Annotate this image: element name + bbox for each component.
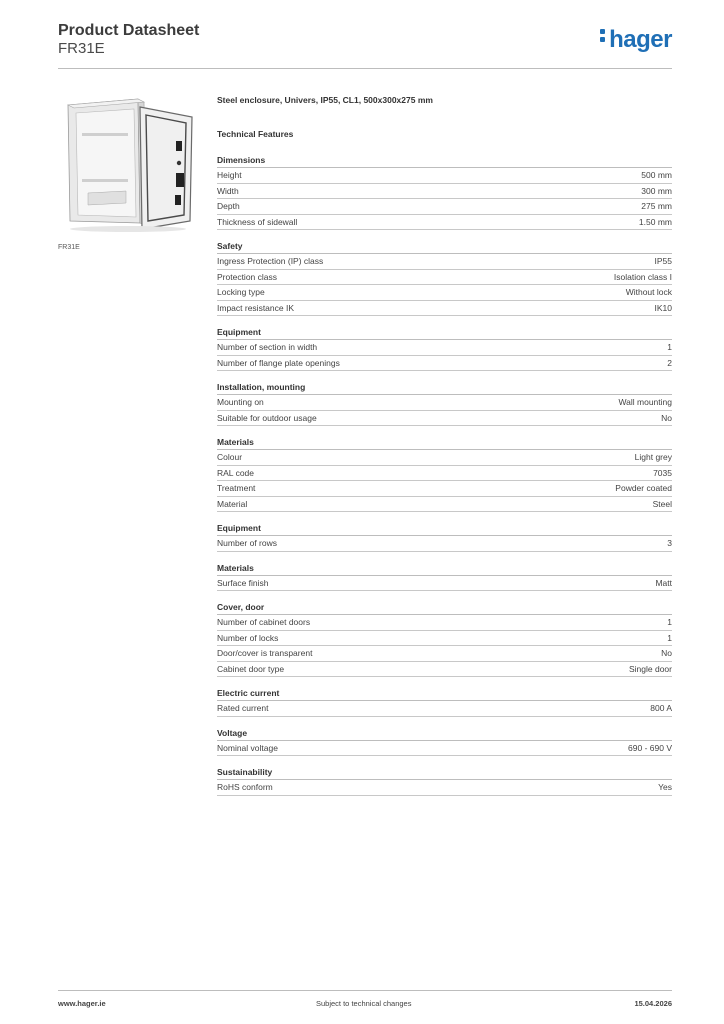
spec-value: IK10 bbox=[654, 302, 672, 313]
spec-label: Protection class bbox=[217, 271, 277, 282]
spec-label: Locking type bbox=[217, 287, 265, 297]
spec-label: Colour bbox=[217, 452, 243, 462]
spec-value: Yes bbox=[658, 782, 672, 792]
spec-label: Door/cover is transparent bbox=[217, 648, 313, 658]
spec-label: Number of section in width bbox=[217, 342, 318, 352]
spec-value: 275 mm bbox=[641, 201, 672, 211]
spec-label: RAL code bbox=[217, 467, 255, 478]
spec-row bbox=[217, 301, 672, 317]
spec-value: 7035 bbox=[653, 467, 672, 478]
spec-label: Mounting on bbox=[217, 397, 264, 407]
spec-value: 300 mm bbox=[641, 185, 672, 196]
section-heading: Safety bbox=[217, 239, 672, 254]
section-spacer bbox=[217, 316, 672, 325]
spec-label: Width bbox=[217, 185, 239, 196]
spec-row bbox=[217, 270, 672, 286]
spec-label: Treatment bbox=[217, 483, 256, 493]
section-spacer bbox=[217, 230, 672, 239]
logo-colon-icon bbox=[600, 26, 606, 45]
footer-notice: Subject to technical changes bbox=[316, 999, 412, 1008]
spec-row bbox=[217, 340, 672, 356]
spec-label: Rated current bbox=[217, 703, 269, 713]
section-spacer bbox=[217, 591, 672, 600]
spec-label: Number of locks bbox=[217, 632, 279, 643]
spec-value: No bbox=[661, 648, 672, 658]
product-description: Steel enclosure, Univers, IP55, CL1, 500x300x275 mm bbox=[217, 95, 433, 105]
spec-label: Nominal voltage bbox=[217, 742, 278, 753]
section-heading: Equipment bbox=[217, 325, 672, 340]
spec-value: Without lock bbox=[625, 287, 672, 297]
spec-row bbox=[217, 254, 672, 270]
spec-label: Height bbox=[217, 170, 242, 180]
spec-label: Material bbox=[217, 498, 248, 509]
section-spacer bbox=[217, 717, 672, 726]
spec-label: Impact resistance IK bbox=[217, 302, 295, 313]
product-image bbox=[58, 93, 204, 235]
section-heading: Installation, mounting bbox=[217, 380, 672, 395]
spec-row bbox=[217, 215, 672, 231]
spec-row bbox=[217, 780, 672, 796]
spec-value: IP55 bbox=[654, 256, 672, 266]
spec-value: 1 bbox=[667, 617, 672, 627]
spec-row bbox=[217, 631, 672, 647]
spec-row bbox=[217, 395, 672, 411]
spec-row bbox=[217, 701, 672, 717]
section-spacer bbox=[217, 552, 672, 561]
image-caption: FR31E bbox=[58, 244, 80, 251]
spec-value: Isolation class I bbox=[613, 271, 672, 282]
spec-label: Depth bbox=[217, 201, 240, 211]
spec-label: Number of cabinet doors bbox=[217, 617, 311, 627]
spec-row bbox=[217, 450, 672, 466]
section-heading: Materials bbox=[217, 561, 672, 576]
spec-row bbox=[217, 168, 672, 184]
spec-label: Number of flange plate openings bbox=[217, 357, 340, 368]
spec-row bbox=[217, 497, 672, 513]
spec-row bbox=[217, 741, 672, 757]
section-heading: Equipment bbox=[217, 521, 672, 536]
datasheet-content bbox=[217, 92, 672, 796]
spec-row bbox=[217, 356, 672, 372]
spec-value: 3 bbox=[667, 538, 672, 548]
spec-value: 500 mm bbox=[641, 170, 672, 180]
section-spacer bbox=[217, 512, 672, 521]
spec-value: 2 bbox=[667, 357, 672, 368]
section-heading: Dimensions bbox=[217, 153, 672, 168]
spec-value: Powder coated bbox=[615, 483, 672, 493]
spec-value: Matt bbox=[655, 577, 672, 588]
page-title: Product Datasheet bbox=[58, 22, 200, 39]
spec-row bbox=[217, 481, 672, 497]
spec-row bbox=[217, 536, 672, 552]
spec-value: Steel bbox=[652, 498, 672, 509]
spec-value: Light grey bbox=[634, 452, 672, 462]
section-spacer bbox=[217, 756, 672, 765]
footer-date: 15.04.2026 bbox=[634, 999, 672, 1008]
spec-value: 800 A bbox=[650, 703, 672, 713]
section-heading: Sustainability bbox=[217, 765, 672, 780]
spec-value: 1 bbox=[667, 342, 672, 352]
spec-row bbox=[217, 285, 672, 301]
spec-value: 1.50 mm bbox=[638, 216, 672, 227]
section-heading: Materials bbox=[217, 435, 672, 450]
spec-row bbox=[217, 199, 672, 215]
spec-value: 1 bbox=[667, 632, 672, 643]
section-heading: Voltage bbox=[217, 726, 672, 741]
spec-row bbox=[217, 466, 672, 482]
spec-label: Suitable for outdoor usage bbox=[217, 412, 317, 423]
spec-value: No bbox=[661, 412, 672, 423]
spec-row bbox=[217, 184, 672, 200]
spec-label: RoHS conform bbox=[217, 782, 273, 792]
spec-value: 690 - 690 V bbox=[628, 742, 672, 753]
spec-label: Surface finish bbox=[217, 577, 269, 588]
spec-sections bbox=[217, 153, 672, 796]
spec-row bbox=[217, 615, 672, 631]
technical-features-title: Technical Features bbox=[217, 129, 294, 139]
spec-label: Thickness of sidewall bbox=[217, 216, 298, 227]
spec-row bbox=[217, 646, 672, 662]
section-spacer bbox=[217, 371, 672, 380]
hager-logo bbox=[600, 26, 672, 54]
page-footer bbox=[58, 990, 672, 1011]
logo-text: hager bbox=[609, 26, 672, 53]
spec-row bbox=[217, 662, 672, 678]
spec-label: Number of rows bbox=[217, 538, 277, 548]
section-spacer bbox=[217, 677, 672, 686]
product-code: FR31E bbox=[58, 40, 105, 57]
page-header bbox=[58, 20, 672, 69]
spec-row bbox=[217, 576, 672, 592]
spec-value: Wall mounting bbox=[618, 397, 672, 407]
footer-website-link[interactable]: www.hager.ie bbox=[58, 999, 106, 1008]
spec-value: Single door bbox=[628, 663, 672, 674]
section-spacer bbox=[217, 426, 672, 435]
spec-label: Ingress Protection (IP) class bbox=[217, 256, 324, 266]
section-heading: Electric current bbox=[217, 686, 672, 701]
spec-row bbox=[217, 411, 672, 427]
section-heading: Cover, door bbox=[217, 600, 672, 615]
spec-label: Cabinet door type bbox=[217, 663, 285, 674]
